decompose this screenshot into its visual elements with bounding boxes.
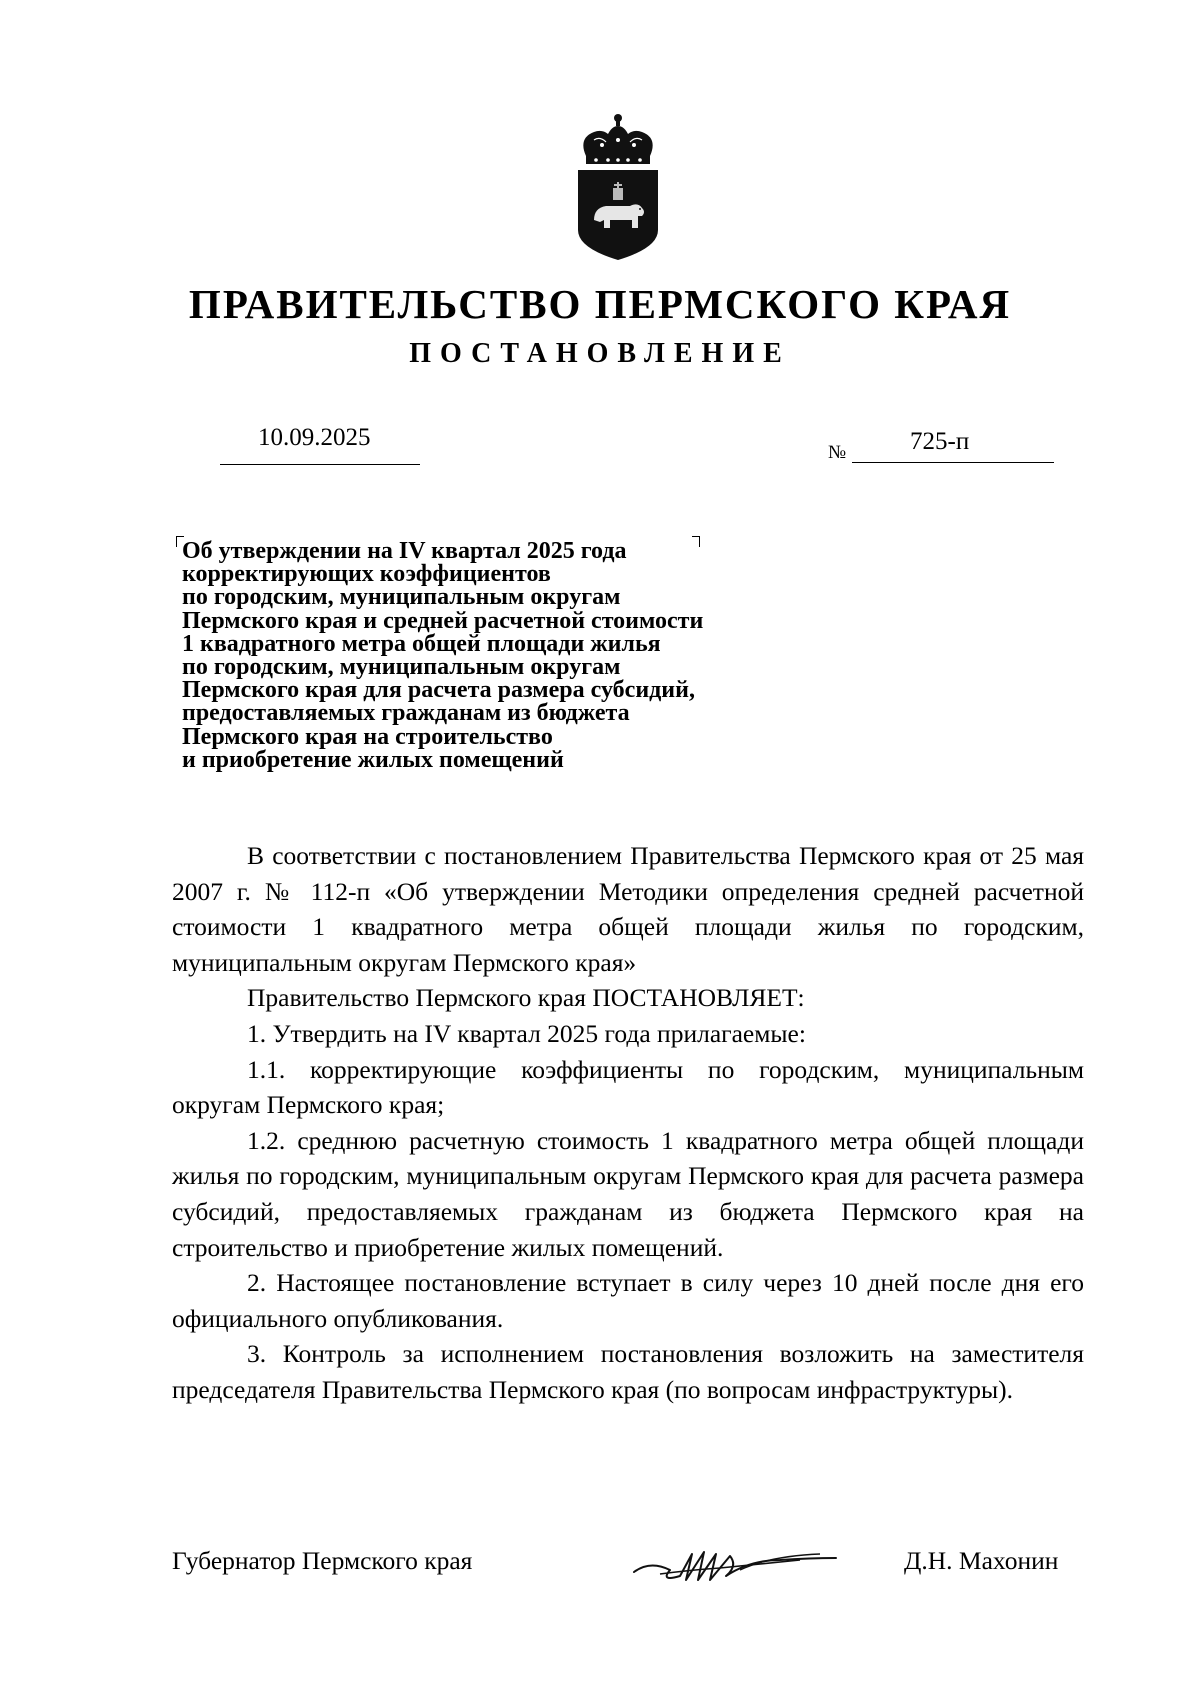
number-sign: № [828, 442, 847, 463]
document-number: 725-п [910, 428, 970, 455]
subject-line: 1 квадратного метра общей площади жилья [182, 630, 661, 657]
handwritten-signature-icon [630, 1530, 840, 1600]
subject-line: предоставляемых гражданам из бюджета [182, 700, 630, 727]
number-underline [852, 462, 1054, 463]
date-field [220, 424, 420, 465]
subject-line: по городским, муниципальным округам [182, 584, 621, 611]
document-body [172, 838, 1084, 1408]
subject-line: и приобретение жилых помещений [182, 746, 564, 773]
document-type: ПОСТАНОВЛЕНИЕ [409, 338, 791, 369]
subject-line: Пермского края на строительство [182, 723, 553, 750]
subject-line: Об утверждении на IV квартал 2025 года [182, 538, 627, 564]
document-subject [182, 540, 862, 772]
subject-line: Пермского края для расчета размера субсидий, [182, 677, 695, 704]
body-paragraph: 1.2. среднюю расчетную стоимость 1 квадратного метра общей площади жилья по городским, муниципальным округам Пермского края для расчета размера субсидий, предоставляемых гражданам из бюджета Пермского края на строительство и приобретение жилых помещений. [172, 1125, 1084, 1262]
body-paragraph: В соответствии с постановлением Правительства Пермского края от 25 мая 2007 г. № 112-п «Об утверждении Методики определения средней расчетной стоимости 1 квадратного метра общей площади жилья по городским, муниципальным округам Пермского края» [172, 841, 1084, 977]
body-paragraph: 2. Настоящее постановление вступает в силу через 10 дней после дня его официального опубликования. [172, 1268, 1084, 1333]
perm-krai-coat-of-arms-icon [572, 112, 664, 262]
document-date: 10.09.2025 [258, 424, 371, 451]
body-paragraph: 1. Утвердить на IV квартал 2025 года прилагаемые: [247, 1018, 806, 1048]
signer-title: Губернатор Пермского края [172, 1546, 473, 1575]
subject-line: по городским, муниципальным округам [182, 654, 621, 681]
body-paragraph: Правительство Пермского края ПОСТАНОВЛЯЕТ: [247, 983, 805, 1013]
subject-line: Пермского края и средней расчетной стоимости [182, 607, 704, 634]
signer-name: Д.Н. Махонин [904, 1546, 1059, 1575]
body-paragraph: 1.1. корректирующие коэффициенты по городским, муниципальным округам Пермского края; [172, 1054, 1084, 1120]
number-field [828, 428, 1054, 466]
body-paragraph: 3. Контроль за исполнением постановления возложить на заместителя председателя Правительства Пермского края (по вопросам инфраструктуры). [172, 1339, 1084, 1404]
government-title: ПРАВИТЕЛЬСТВО ПЕРМСКОГО КРАЯ [188, 281, 1012, 327]
subject-line: корректирующих коэффициентов [182, 561, 551, 588]
